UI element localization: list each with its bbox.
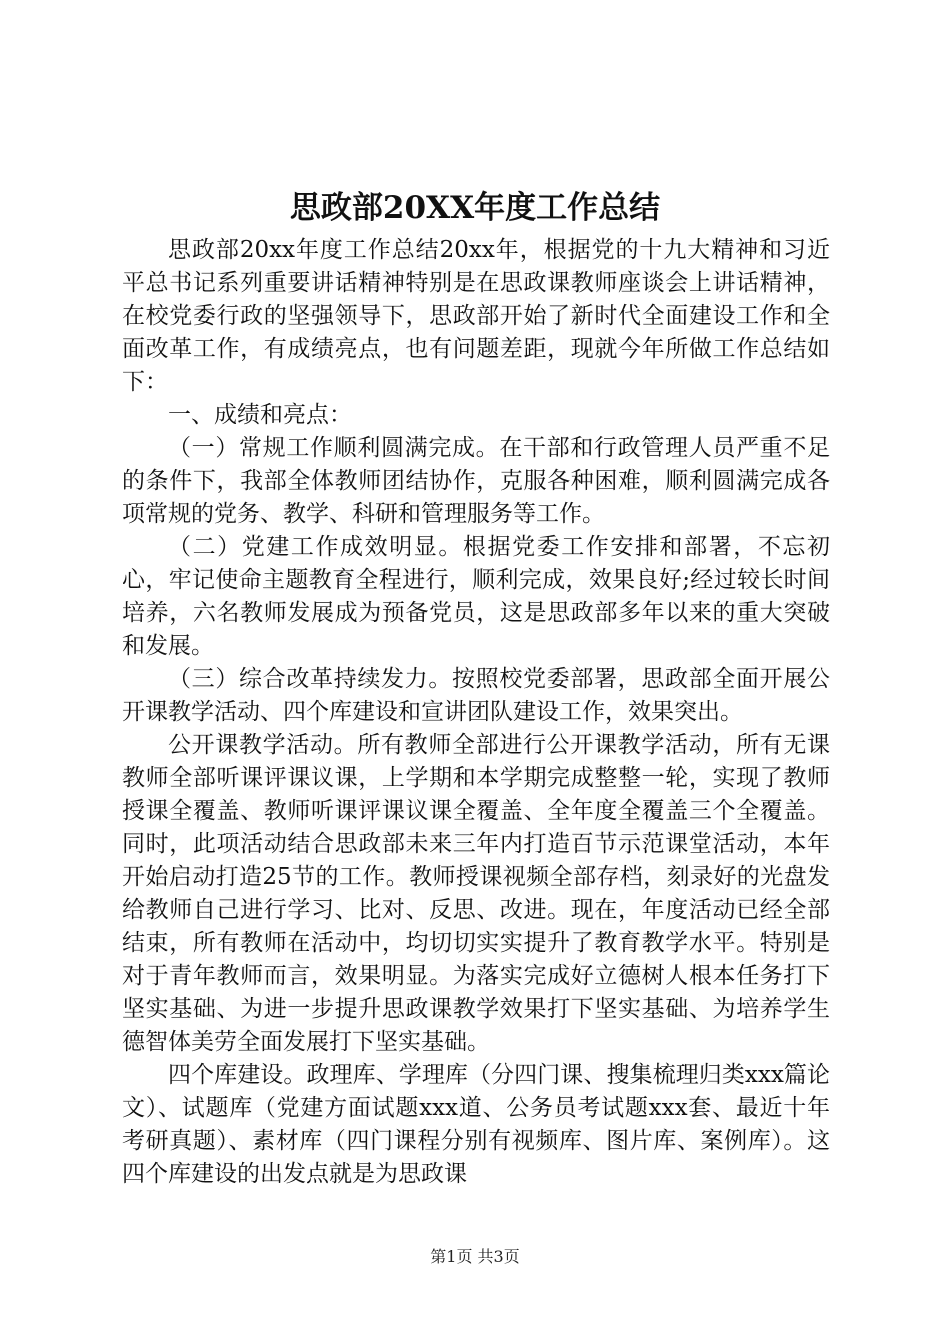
document-title: 思政部20XX年度工作总结	[289, 190, 661, 226]
paragraph-open-class: 公开课教学活动。所有教师全部进行公开课教学活动，所有无课教师全部听课评课议课，上学期和本学期完成整整一轮，实现了教师授课全覆盖、教师听课评课议课全覆盖、全年度全覆盖三个全覆盖。同时，此项活动结合思政部未来三年内打造百节示范课堂活动，本年开始启动打造25节的工作。教师授课视频全部存档，刻录好的光盘发给教师自己进行学习、比对、反思、改进。现在，年度活动已经全部结束，所有教师在活动中，均切切实实提升了教育教学水平。特别是对于青年教师而言，效果明显。为落实完成好立德树人根本任务打下坚实基础、为进一步提升思政课教学效果打下坚实基础、为培养学生德智体美劳全面发展打下坚实基础。	[122, 732, 830, 1055]
paragraph-party-building: （二）党建工作成效明显。根据党委工作安排和部署，不忘初心，牢记使命主题教育全程进行，顺利完成，效果良好;经过较长时间培养，六名教师发展成为预备党员，这是思政部多年以来的重大突破和发展。	[122, 534, 830, 659]
section-heading-achievements: 一、成绩和亮点：	[168, 402, 352, 428]
paragraph-four-libraries: 四个库建设。政理库、学理库（分四门课、搜集梳理归类xxx篇论文）、试题库（党建方面试题xxx道、公务员考试题xxx套、最近十年考研真题）、素材库（四门课程分别有视频库、图片库、案例库）。这四个库建设的出发点就是为思政课	[122, 1062, 830, 1187]
page-footer: 第1页 共3页	[430, 1247, 520, 1266]
paragraph-routine-work: （一）常规工作顺利圆满完成。在干部和行政管理人员严重不足的条件下，我部全体教师团结协作，克服各种困难，顺利圆满完成各项常规的党务、教学、科研和管理服务等工作。	[122, 435, 830, 527]
paragraph-intro: 思政部20xx年度工作总结20xx年，根据党的十九大精神和习近平总书记系列重要讲话精神特别是在思政课教师座谈会上讲话精神，在校党委行政的坚强领导下，思政部开始了新时代全面建设工作和全面改革工作，有成绩亮点，也有问题差距，现就今年所做工作总结如下：	[122, 237, 830, 395]
paragraph-reform: （三）综合改革持续发力。按照校党委部署，思政部全面开展公开课教学活动、四个库建设和宣讲团队建设工作，效果突出。	[122, 666, 830, 725]
document-body	[122, 234, 830, 1191]
